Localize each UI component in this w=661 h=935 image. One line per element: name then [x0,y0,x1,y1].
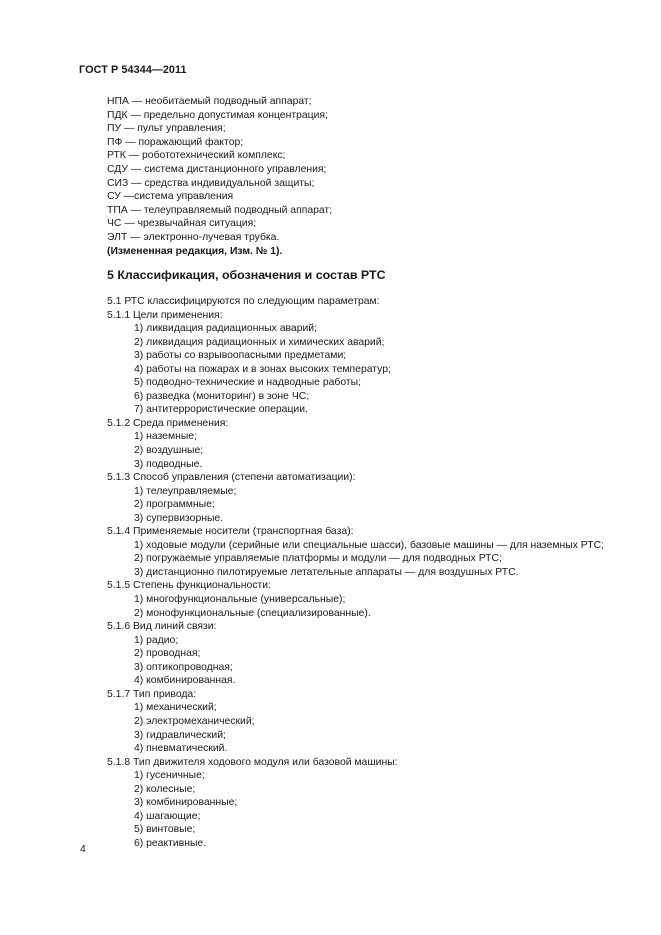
abbreviation-item: ПДК — предельно допустимая концентрация; [107,109,328,121]
list-item: 1) механический; [134,702,217,714]
list-item: 7) антитеррористические операции. [134,404,308,416]
list-item: 1) многофункциональные (универсальные); [134,594,346,606]
clause-heading: 5.1.7 Тип привода: [107,688,197,700]
clause-heading: 5.1.8 Тип движителя ходового модуля или базовой машины: [107,756,398,768]
amendment-note: (Измененная редакция, Изм. № 1). [107,245,283,257]
list-item: 3) оптикопроводная; [134,661,233,673]
list-item: 3) подводные. [134,458,203,470]
list-item: 2) электромеханический; [134,715,255,727]
list-item: 4) работы на пожарах и в зонах высоких температур; [134,363,391,375]
list-item: 1) радио; [134,634,179,646]
clause-heading: 5.1 РТС классифицируются по следующим параметрам: [107,296,380,307]
list-item: 4) комбинированная. [134,675,236,687]
section-title: 5 Классификация, обозначения и состав РТС [107,268,386,282]
abbreviation-item: ТПА — телеуправляемый подводный аппарат; [107,204,333,216]
list-item: 5) винтовые; [134,824,196,836]
clause-heading: 5.1.4 Применяемые носители (транспортная база): [107,526,354,538]
list-item: 6) реактивные. [134,837,207,849]
list-item: 6) разведка (мониторинг) в зоне ЧС; [134,390,310,402]
list-item: 1) гусеничные; [134,770,205,782]
list-item: 2) погружаемые управляемые платформы и модули — для подводных РТС; [134,553,502,565]
list-item: 1) наземные; [134,431,197,443]
abbreviation-item: ПФ — поражающий фактор; [107,136,244,148]
abbreviation-item: СИЗ — средства индивидуальной защиты; [107,177,315,189]
page-number: 4 [80,844,86,855]
abbreviations-list [107,95,332,258]
list-item: 1) ходовые модули (серийные или специальные шасси), базовые машины — для наземных РТС; [134,539,604,551]
list-item: 2) проводная; [134,648,201,660]
abbreviation-item: ПУ — пульт управления; [107,123,226,135]
list-item: 3) дистанционно пилотируемые летательные аппараты — для воздушных РТС. [134,566,519,578]
clause-heading: 5.1.5 Степень функциональности: [107,580,271,592]
list-item: 2) программные; [134,499,215,511]
list-item: 2) монофункциональные (специализированные). [134,607,371,619]
list-item: 1) ликвидация радиационных аварий; [134,323,317,335]
abbreviation-item: СДУ — система дистанционного управления; [107,163,327,175]
clause-heading: 5.1.2 Среда применения: [107,417,229,429]
abbreviation-item: РТК — робототехнический комплекс; [107,150,286,162]
clause-heading: 5.1.6 Вид линий связи: [107,621,217,633]
list-item: 1) телеуправляемые; [134,485,237,497]
list-item: 3) работы со взрывоопасными предметами; [134,350,347,362]
clause-heading: 5.1.3 Способ управления (степени автоматизации): [107,472,356,484]
document-header: ГОСТ Р 54344—2011 [79,64,187,76]
list-item: 3) супервизорные. [134,512,224,524]
clause-heading: 5.1.1 Цели применения: [107,309,223,321]
abbreviation-item: НПА — необитаемый подводный аппарат; [107,96,312,107]
section-content [107,295,617,850]
abbreviation-item: ЭЛТ — электронно-лучевая трубка. [107,231,280,243]
list-item: 2) воздушные; [134,445,204,457]
list-item: 3) гидравлический; [134,729,226,741]
abbreviation-item: ЧС — чрезвычайная ситуация; [107,218,257,230]
list-item: 2) ликвидация радиационных и химических аварий; [134,336,385,348]
list-item: 2) колесные; [134,783,196,795]
list-item: 4) шагающие; [134,810,201,822]
list-item: 4) пневматический. [134,743,228,755]
abbreviation-item: СУ —система управления [107,191,234,203]
list-item: 3) комбинированные; [134,797,238,809]
list-item: 5) подводно-технические и надводные работы; [134,377,362,389]
